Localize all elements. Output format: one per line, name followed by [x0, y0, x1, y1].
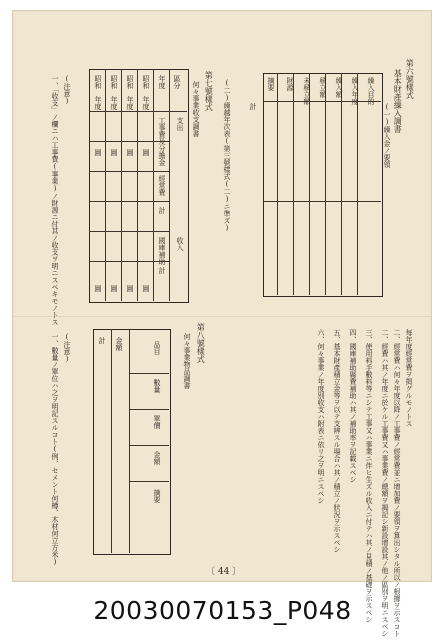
form6-col-line: [277, 73, 278, 295]
form8-col-line: [129, 329, 130, 553]
form7-cell: 圓: [142, 149, 151, 156]
form8-row-label: 計: [98, 337, 107, 344]
form7-row-line: [89, 141, 169, 142]
lower-notes-text: 一、數量ノ單位ハ之ヲ明記スルコト(例、セメント何樽、木材何立方米): [51, 333, 60, 566]
form7-cell: 圓: [126, 285, 135, 292]
form7-col-label: 計: [158, 267, 167, 274]
form7-header-line: [89, 111, 187, 112]
form8-col-line: [111, 329, 112, 553]
form7-row-line: [89, 171, 169, 172]
form7-cell: 圓: [142, 285, 151, 292]
lower-paragraph: 二、經費ハ其ノ年度ニ於ケル工事費又ハ事業費ノ總額ヲ揭記シ新設增設其ノ他ノ區別ヲ明ニスベシ: [381, 329, 390, 637]
form8-col-label: 摘要: [153, 489, 162, 503]
form7-year-row: 昭和 年度: [94, 75, 103, 110]
form8-col-label: 數量: [153, 379, 162, 393]
page-fold: [13, 316, 431, 317]
lower-heading: 每年度經常費ヲ掲グルモノトス: [405, 329, 414, 427]
lower-paragraph: 六、何々事業ノ年度別收支ハ附表ニ依リ之ヲ明ニスベシ: [317, 329, 326, 504]
form8-col-label: 單價: [153, 415, 162, 429]
form8-subtitle: 何々事業物品調書: [183, 333, 192, 389]
form7-cell: 圓: [94, 285, 103, 292]
lower-paragraph: 四、國庫補助縣費補助ハ其ノ補助率ヲ記載スベシ: [349, 329, 358, 483]
form7-year-row: 昭和 年度: [142, 75, 151, 110]
form7-header-expense: 支出: [176, 117, 185, 131]
form8-row-line: [129, 481, 169, 482]
form6-col-label: 繰入目的: [367, 77, 376, 105]
form6-col-line: [341, 73, 342, 295]
form6-total-label: 計: [249, 103, 258, 110]
form8-col-label: 金額: [153, 451, 162, 465]
upper-notes-text: 一、「收支」ノ欄ニハ工事費(事業)ノ財源ニ付其ノ收支ヲ明ニスベキモノトス: [51, 75, 60, 326]
lower-paragraph: 二、經常費ハ何々年度以降ノ工事費ノ經常費並ニ增加費ノ要領ヲ算出シタル所以ノ根據ヲ示スコト: [393, 329, 402, 637]
form6-col-label: 繰入年度: [351, 77, 360, 105]
form7-row-line: [89, 201, 169, 202]
form7-table: [89, 69, 189, 303]
form7-col-year: 年度: [158, 75, 167, 89]
form7-col-line: [169, 69, 170, 301]
lower-paragraph: 三、使用料手數料等ニシテ工事又ハ事業ニ伴ヒ生ズル收入ニ付テハ其ノ見積ノ基礎ヲ示スベシ: [365, 329, 374, 623]
form7-subtitle: 何々事業收支調書: [192, 81, 201, 137]
form7-col-line: [105, 69, 106, 301]
form8-row-line: [129, 373, 169, 374]
scan-caption: 20030070153_P048: [93, 596, 352, 625]
form6-title: 第六號樣式: [405, 59, 415, 99]
form8-title: 第八號樣式: [196, 323, 206, 363]
form6-row-line: [263, 201, 381, 202]
form7-header-income: 收入: [176, 237, 185, 251]
form6-col-line: [293, 73, 294, 295]
form6-col-line: [309, 73, 310, 295]
form7-col-line: [121, 69, 122, 301]
form7-cell: 圓: [126, 149, 135, 156]
form6-header-line: [263, 101, 381, 102]
form8-table: [93, 329, 171, 555]
form7-col-label: 工事費及分擔金: [158, 117, 167, 166]
form8-row-label: 金額: [115, 337, 124, 351]
form6-col-label: 繰入額: [335, 77, 344, 98]
form7-header-top: 區分: [173, 75, 182, 89]
form6-col-label: 財源: [286, 77, 295, 91]
form6-col-label: 摘要: [267, 77, 276, 91]
form6-section-2: (二)繰越年次表(第三號樣式(二)ニ準ズ): [223, 79, 232, 232]
form6-col-label: 未積立額: [303, 77, 312, 105]
lower-paragraph: 五、基本財產積立金等ヲ以テ支辨スル場合ハ其ノ積立ノ狀況ヲ示スベシ: [333, 329, 342, 553]
form8-row-line: [129, 409, 169, 410]
form8-col-label: 品目: [153, 341, 162, 355]
form6-table: [263, 73, 383, 297]
lower-notes-label: (注意): [63, 333, 72, 363]
form6-subtitle: 基本財產繰入調書: [393, 69, 403, 133]
form7-col-line: [137, 69, 138, 301]
form6-col-line: [325, 73, 326, 295]
form6-col-line: [357, 73, 358, 295]
form7-cell: 圓: [110, 285, 119, 292]
form8-row-line: [129, 445, 169, 446]
form7-col-line: [153, 69, 154, 301]
form6-section-1: (一)繰入金ノ要領: [383, 103, 392, 168]
form6-col-label: 積立額: [319, 77, 328, 98]
form7-col-label: 經常費: [158, 175, 167, 196]
form7-row-line: [89, 231, 169, 232]
form7-year-row: 昭和 年度: [110, 75, 119, 110]
page-number: 〔 44 〕: [206, 567, 242, 577]
form7-cell: 圓: [94, 149, 103, 156]
form7-title: 第七號樣式: [204, 71, 214, 111]
form7-cell: 圓: [110, 149, 119, 156]
upper-notes-label: (注意): [63, 75, 72, 105]
form7-row-line: [89, 261, 169, 262]
form7-col-label: 計: [158, 207, 167, 214]
form7-year-row: 昭和 年度: [126, 75, 135, 110]
form7-col-label: 國庫補助: [158, 237, 167, 265]
